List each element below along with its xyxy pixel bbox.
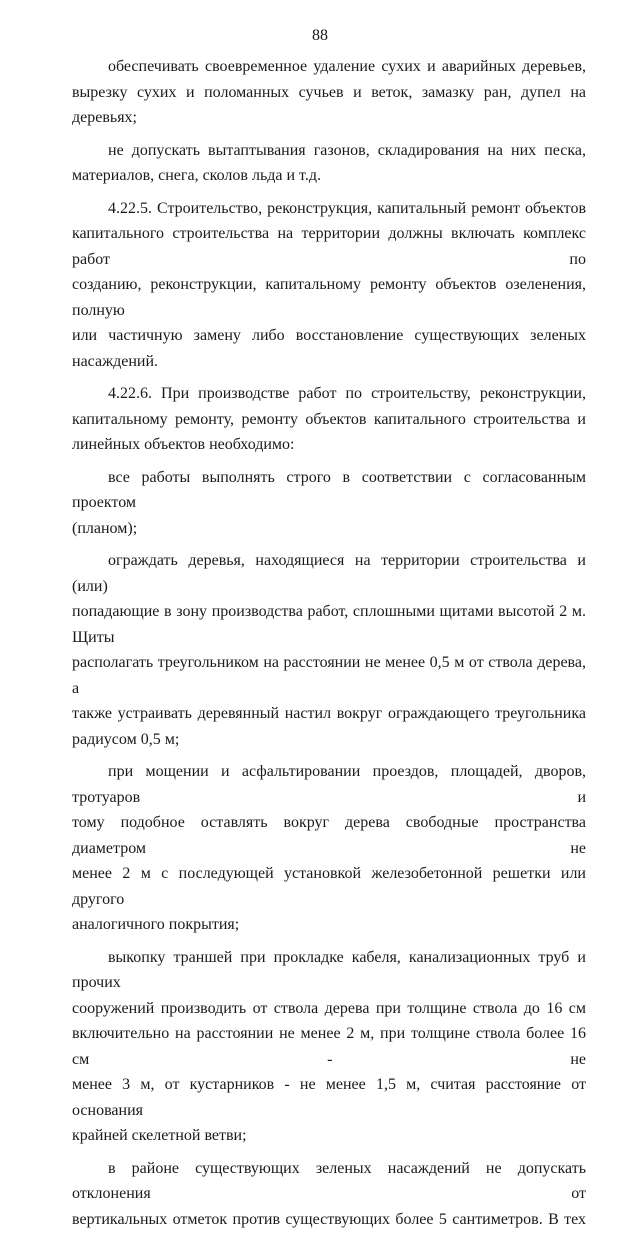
paragraph-line: попадающие в зону производства работ, сплошными щитами высотой 2 м. Щиты [72,603,586,646]
paragraph-line: капитального строительства на территории должны включать комплекс работ по [72,225,586,268]
paragraph [72,1156,586,1233]
paragraph-line: тому подобное оставлять вокруг дерева свободные пространства диаметром не [72,814,586,857]
paragraph [72,548,586,752]
paragraph-line: также устраивать деревянный настил вокруг ограждающего треугольника [72,705,586,722]
paragraph-line: вертикальных отметок против существующих более 5 сантиметров. В тех [72,1210,586,1228]
paragraph [72,759,586,938]
paragraph-line: (планом); [72,519,138,537]
paragraph-line: капитальному ремонту, ремонту объектов капитального строительства и [72,410,586,428]
document-body [72,54,586,1239]
paragraph [72,196,586,375]
paragraph [72,465,586,542]
paragraph-line: аналогичного покрытия; [72,916,240,933]
paragraph [72,945,586,1149]
paragraph-line: линейных объектов необходимо: [72,436,295,453]
paragraph-line: или частичную замену либо восстановление существующих зеленых [72,327,586,344]
paragraph [72,54,586,131]
paragraph-line: выкопку траншей при прокладке кабеля, канализационных труб и прочих [72,948,586,991]
paragraph-line: менее 3 м, от кустарников - не менее 1,5 м, считая расстояние от основания [72,1076,586,1119]
paragraph [72,138,586,189]
paragraph-line: включительно на расстоянии не менее 2 м, при толщине ствола более 16 см - не [72,1025,586,1068]
paragraph-line: материалов, снега, сколов льда и т.д. [72,167,321,184]
paragraph-line: в районе существующих зеленых насаждений не допускать отклонения от [72,1159,586,1202]
paragraph-line: не допускать вытаптывания газонов, складирования на них песка, [108,141,586,159]
paragraph-line: менее 2 м с последующей установкой железобетонной решетки или другого [72,865,586,908]
paragraph-line: 4.22.6. При производстве работ по строительству, реконструкции, [108,385,586,402]
paragraph-line: 4.22.5. Строительство, реконструкция, капитальный ремонт объектов [108,199,586,217]
paragraph-line: радиусом 0,5 м; [72,730,180,748]
page-number: 88 [312,27,328,44]
paragraph-line: сооружений производить от ствола дерева при толщине ствола до 16 см [72,999,586,1017]
paragraph [72,381,586,458]
paragraph-line: ограждать деревья, находящиеся на территории строительства и (или) [72,552,586,595]
paragraph-line: все работы выполнять строго в соответствии с согласованным проектом [72,468,586,511]
paragraph-line: созданию, реконструкции, капитальному ремонту объектов озеленения, полную [72,276,586,319]
paragraph-line: при мощении и асфальтировании проездов, площадей, дворов, тротуаров и [72,763,586,806]
paragraph-line: крайней скелетной ветви; [72,1127,247,1144]
paragraph-line: насаждений. [72,352,159,370]
paragraph-line: обеспечивать своевременное удаление сухих и аварийных деревьев, [108,58,586,75]
paragraph-line: вырезку сухих и поломанных сучьев и веток, замазку ран, дупел на деревьях; [72,83,586,126]
paragraph-line: располагать треугольником на расстоянии не менее 0,5 м от ствола дерева, а [72,654,586,697]
